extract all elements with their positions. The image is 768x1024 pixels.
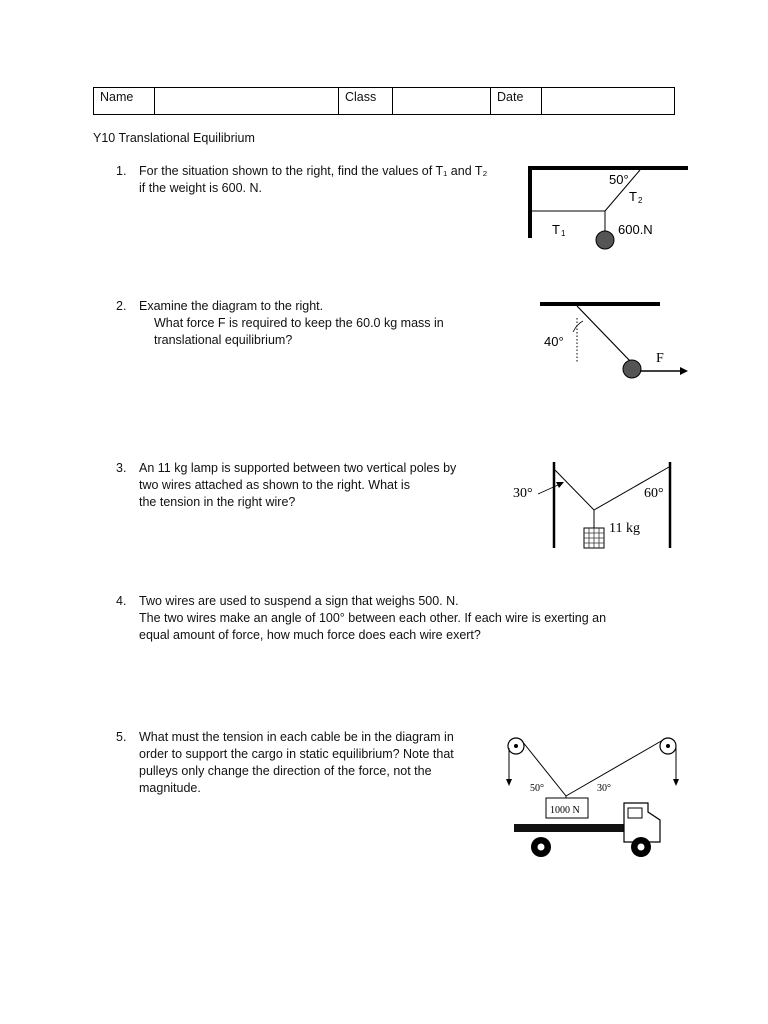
name-label: Name — [94, 88, 155, 115]
angle-label: 50° — [609, 172, 629, 187]
question-text-line: For the situation shown to the right, find the values of T₁ and T₂ — [139, 164, 488, 178]
force-label: F — [656, 351, 664, 366]
question-text-line: An 11 kg lamp is supported between two vertical poles by — [139, 461, 457, 475]
left-angle-label: 50° — [530, 783, 544, 794]
mass-ball — [623, 360, 641, 378]
date-label: Date — [491, 88, 542, 115]
right-pulley-axle — [666, 744, 670, 748]
right-angle-label: 60° — [644, 486, 664, 501]
right-down-arrow — [673, 779, 679, 786]
diagram-q3 — [508, 456, 690, 552]
cargo-label: 1000 N — [550, 805, 580, 816]
force-arrowhead — [680, 367, 688, 375]
question-number: 3. — [116, 461, 127, 475]
worksheet-title: Y10 Translational Equilibrium — [93, 131, 255, 145]
truck-bed — [514, 824, 624, 832]
date-field[interactable] — [542, 88, 675, 115]
left-wire — [555, 470, 594, 510]
right-cable — [566, 740, 663, 796]
left-cable — [522, 741, 566, 796]
t2-label: T2 — [629, 189, 643, 205]
name-field[interactable] — [155, 88, 339, 115]
question-number: 4. — [116, 594, 127, 608]
right-angle-label: 30° — [597, 783, 611, 794]
question-text-line: What force F is required to keep the 60.0 kg mass in — [154, 316, 444, 330]
question-text-line: equal amount of force, how much force does each wire exert? — [139, 628, 481, 642]
class-field[interactable] — [393, 88, 491, 115]
question-text-line: two wires attached as shown to the right. What is — [139, 478, 410, 492]
weight-ball — [596, 231, 614, 249]
angle-arc — [573, 321, 583, 332]
diagram-q1 — [520, 160, 692, 252]
diagram-q2 — [530, 296, 692, 386]
question-number: 5. — [116, 730, 127, 744]
left-pulley-axle — [514, 744, 518, 748]
header-table — [93, 87, 675, 115]
question-number: 1. — [116, 164, 127, 178]
question-text-line: Two wires are used to suspend a sign that weighs 500. N. — [139, 594, 459, 608]
weight-label: 600.N — [618, 222, 653, 237]
left-angle-label: 30° — [513, 486, 533, 501]
t1-label: T1 — [552, 222, 566, 238]
diagram-q5 — [500, 730, 686, 866]
question-text-line: order to support the cargo in static equilibrium? Note that — [139, 747, 454, 761]
truck-window — [628, 808, 642, 818]
rear-hubcap — [538, 844, 545, 851]
class-label: Class — [339, 88, 393, 115]
front-hubcap — [638, 844, 645, 851]
mass-label: 11 kg — [609, 521, 640, 536]
question-text-line: if the weight is 600. N. — [139, 181, 262, 195]
question-text-line: The two wires make an angle of 100° between each other. If each wire is exerting an — [139, 611, 607, 625]
pendulum-string — [577, 306, 631, 362]
left-down-arrow — [506, 779, 512, 786]
question-text-line: pulleys only change the direction of the force, not the — [139, 764, 432, 778]
question-text-line: What must the tension in each cable be in the diagram in — [139, 730, 454, 744]
angle-label: 40° — [544, 334, 564, 349]
question-text-line: translational equilibrium? — [154, 333, 293, 347]
question-number: 2. — [116, 299, 127, 313]
question-text-line: magnitude. — [139, 781, 201, 795]
question-text-line: Examine the diagram to the right. — [139, 299, 324, 313]
question-text-line: the tension in the right wire? — [139, 495, 296, 509]
